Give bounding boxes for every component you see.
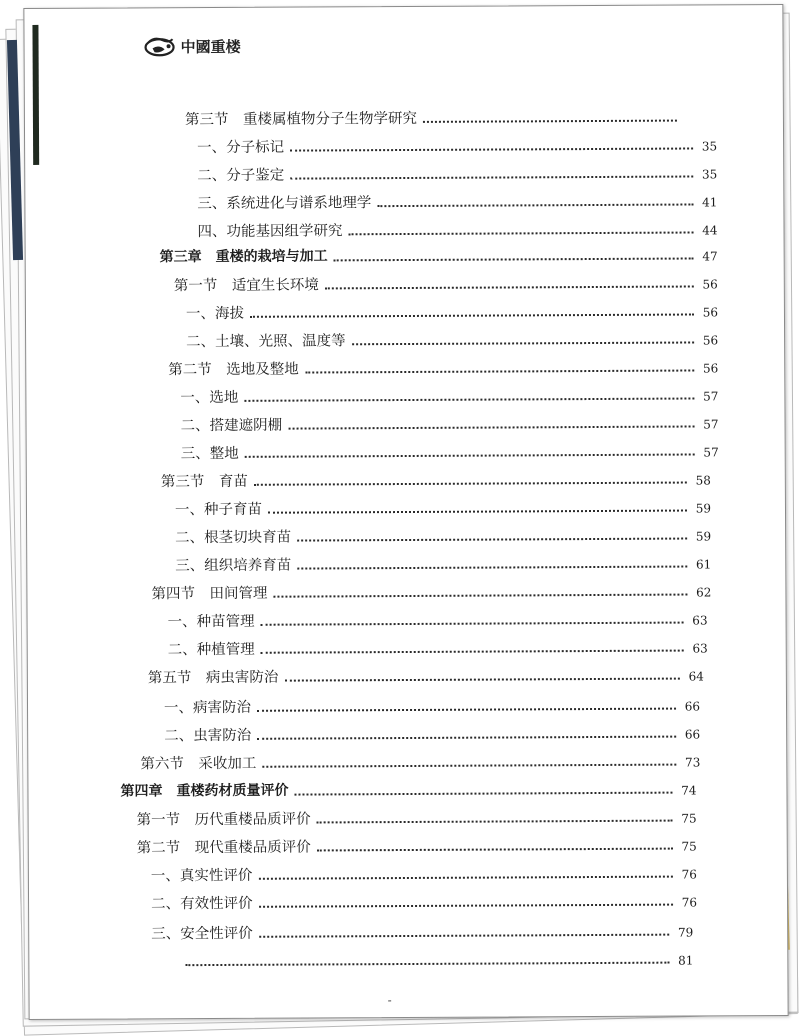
toc-page-number: 56 [700,277,718,291]
toc-page-number: 41 [699,195,717,209]
toc-entry-label: 三、整地 [181,441,239,462]
toc-dot-leader [294,790,672,795]
toc-item-row [151,889,697,912]
toc-dot-leader [352,340,695,345]
toc-entry-label: 第四章 重楼药材质量评价 [120,780,288,801]
toc-page-number: 57 [701,445,719,459]
toc-dot-leader [288,424,695,429]
toc-dot-leader [423,118,677,122]
toc-entry-label: 第三节 重楼属植物分子生物学研究 [185,106,417,128]
toc-item-row [164,721,700,744]
toc-section-row [151,579,711,602]
toc-dot-leader [259,932,670,937]
toc-entry-label: 二、有效性评价 [151,891,253,913]
toc-item-row [175,551,711,574]
toc-page-number: 76 [679,895,697,909]
toc-page-number: 35 [699,139,717,153]
toc-page-number: 62 [693,585,711,599]
page-footer-mark: - [388,993,392,1007]
toc-entry-label: 三、组织培养育苗 [175,553,291,575]
toc-dot-leader [297,564,687,569]
toc-entry-label: 第三节 育苗 [161,469,248,490]
toc-entry-label: 二、搭建遮阴棚 [180,413,282,435]
toc-entry-label: 四、功能基因组学研究 [197,219,342,241]
toc-page-number: 56 [700,333,718,347]
toc-item-row [175,495,711,518]
toc-page-number: 64 [686,669,704,683]
toc-dot-leader [349,230,694,235]
toc-entry-label: 第二节 现代重楼品质评价 [137,835,311,857]
toc-entry-label: 一、种苗管理 [168,609,255,630]
toc-dot-leader [261,620,684,625]
toc-chapter-row [160,243,718,266]
toc-dot-leader [245,452,695,457]
toc-page-number: 66 [682,727,700,741]
toc-item-row [197,161,717,184]
toc-entry-label: 三、安全性评价 [151,921,253,943]
toc-page-number: 58 [693,473,711,487]
toc-item-row [181,439,719,462]
toc-section-row [185,105,701,128]
toc-dot-leader [273,592,687,597]
toc-page-number: 81 [675,954,693,968]
toc-entry-label: 第六节 采收加工 [140,751,256,773]
toc-dot-leader [257,706,676,711]
toc-entry-label: 第一节 适宜生长环境 [174,273,319,295]
toc-item-row [197,133,717,156]
toc-dot-leader [317,846,673,851]
toc-page-number: 79 [675,926,693,940]
toc-item-row [180,383,718,406]
toc-section-row [174,271,718,294]
toc-dot-leader [325,284,694,289]
toc-dot-leader [334,256,694,261]
toc-page-number: 59 [693,501,711,515]
toc-dot-leader [268,508,687,513]
toc-page-number: 66 [682,699,700,713]
toc-item-row [168,607,708,630]
toc-entry-label: 一、海拔 [186,301,244,322]
toc-entry-label: 一、分子标记 [197,135,284,156]
toc-entry-label: 第四节 田间管理 [151,581,267,603]
toc-dot-leader [185,960,669,966]
toc-dot-leader [254,480,687,485]
toc-page-number: 75 [679,811,697,825]
toc-item-row [151,920,693,943]
header-title: 中國重楼 [181,35,241,56]
toc-page-number: 35 [699,167,717,181]
toc-dot-leader [250,312,694,317]
toc-entry-label: 二、虫害防治 [164,723,251,744]
toc-page-number: 57 [700,389,718,403]
toc-section-row [137,833,697,856]
toc-entry-label: 第三章 重楼的栽培与加工 [160,245,328,266]
toc-dot-leader [377,202,693,207]
toc-dot-leader [261,648,684,653]
toc-entry-label: 一、选地 [180,385,238,406]
toc-dot-leader [317,818,673,823]
toc-entry-label: 一、种子育苗 [175,497,262,518]
toc-dot-leader [244,396,694,401]
toc-item-row [186,299,718,322]
toc-entry-label: 第五节 病虫害防治 [148,665,279,687]
toc-chapter-row [120,777,696,800]
document-page [23,4,788,1020]
toc-item-row [186,327,718,350]
toc-page-number: 63 [690,613,708,627]
toc-entry-label: 二、根茎切块育苗 [175,525,291,547]
toc-page-number: 44 [699,223,717,237]
toc-entry-label: 二、分子鉴定 [197,163,284,184]
toc-page-number: 47 [700,249,718,263]
toc-page-number: 76 [679,867,697,881]
toc-entry-label: 一、病害防治 [164,695,251,716]
toc-entry-label: 二、种植管理 [168,637,255,658]
table-of-contents [24,5,787,1019]
toc-page-number: 56 [700,305,718,319]
toc-item-row [175,523,711,546]
toc-entry-label: 一、真实性评价 [151,863,253,885]
toc-page-number: 57 [701,417,719,431]
toc-section-row [137,805,697,828]
toc-item-row [164,693,700,716]
toc-page-number: 63 [690,641,708,655]
toc-dot-leader [297,536,687,541]
toc-dot-leader [257,734,676,739]
toc-item-row [197,217,717,240]
toc-section-row [140,749,700,772]
toc-item-row [197,189,717,212]
toc-dot-leader [284,676,680,681]
toc-page-number: 73 [682,755,700,769]
toc-section-row [148,663,704,686]
toc-entry-label: 三、系统进化与谱系地理学 [197,191,371,213]
toc-entry-label: 二、土壤、光照、温度等 [186,329,346,351]
toc-entry-label: 第二节 选地及整地 [168,357,299,379]
toc-dot-leader [305,368,695,373]
toc-page-number: 74 [678,783,696,797]
toc-page-number: 61 [693,557,711,571]
toc-page-number: 56 [700,361,718,375]
toc-dot-leader [259,902,674,907]
toc-section-row [168,355,718,378]
toc-page-number: 59 [693,529,711,543]
toc-entry-label: 第一节 历代重楼品质评价 [137,807,311,829]
toc-dot-leader [258,874,673,879]
toc-dot-leader [290,146,693,151]
toc-item-row [179,948,693,971]
toc-page-number: 75 [679,839,697,853]
toc-item-row [151,861,697,884]
toc-item-row [168,635,708,658]
toc-section-row [161,467,711,490]
toc-item-row [180,411,718,434]
toc-dot-leader [290,174,693,179]
toc-dot-leader [262,762,676,767]
